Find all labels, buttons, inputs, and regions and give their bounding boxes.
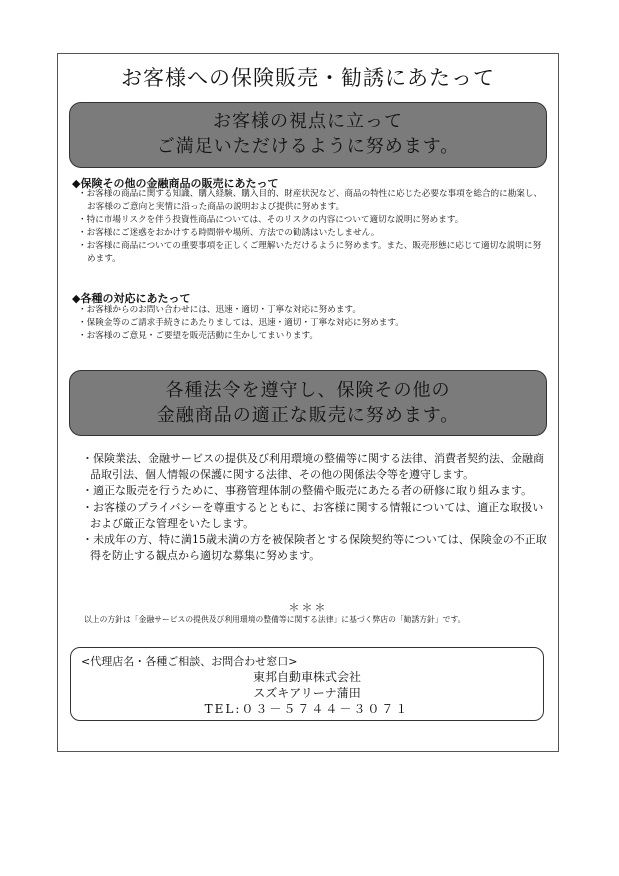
banner-line: 各種法令を遵守し、保険その他の — [165, 380, 451, 401]
list-item: ・保険金等のご請求手続きにあたりましては、迅速・適切・丁寧な対応に努めます。 — [78, 318, 404, 328]
banner-line: ご満足いただけるように努めます。 — [156, 136, 460, 157]
document-frame — [57, 53, 559, 752]
list-item: ・お客様のプライバシーを尊重するとともに、お客様に関する情報については、適正な取扱いおよび厳正な管理をいたします。 — [82, 500, 544, 530]
response-bullet-list — [78, 304, 548, 343]
list-item: ・保険業法、金融サービスの提供及び利用環境の整備等に関する法律、消費者契約法、金融商品取引法、個人情報の保護に関する法律、その他の関係法令等を遵守します。 — [82, 452, 544, 482]
list-item: ・お客様の商品に関する知識、購入経験、購入目的、財産状況など、商品の特性に応じた必要な事項を総合的に勘案し、お客様のご意向と実情に沿った商品の説明および提供に努めます。 — [78, 189, 543, 212]
contact-box — [70, 647, 544, 721]
banner-line: お客様の視点に立って — [213, 111, 403, 132]
banner-line: 金融商品の適正な販売に努めます。 — [156, 405, 460, 426]
list-item: ・お客様のご意見・ご要望を販売活動に生かしてまいります。 — [78, 331, 318, 341]
banner-compliance — [69, 370, 547, 436]
policy-note: 以上の方針は「金融サービスの提供及び利用環境の整備等に関する法律」に基づく弊店の「勧誘方針」です。 — [84, 615, 466, 624]
section-heading-sales: ◆保険その他の金融商品の販売にあたって — [72, 177, 279, 190]
banner-customer-viewpoint — [69, 102, 547, 168]
company-name: 東邦自動車株式会社 — [252, 670, 361, 684]
list-item: ・未成年の方、特に満15歳未満の方を被保険者とする保険契約等については、保険金の不正取得を防止する観点から適切な募集に努めます。 — [82, 533, 547, 563]
list-item: ・適正な販売を行うために、事務管理体制の整備や販売にあたる者の研修に取り組みます。 — [82, 484, 533, 498]
phone-number: TEL:０３－５７４４－３０７１ — [204, 702, 410, 716]
contact-heading: <代理店名・各種ご相談、お問合わせ窓口> — [81, 655, 298, 668]
list-item: ・お客様に商品についての重要事項を正しくご理解いただけるように努めます。また、販売形態に応じて適切な説明に努めます。 — [78, 241, 542, 264]
separator-stars: ＊＊＊ — [288, 601, 328, 614]
compliance-bullet-list — [82, 451, 552, 564]
list-item: ・お客様からのお問い合わせには、迅速・適切・丁寧な対応に努めます。 — [78, 305, 361, 315]
list-item: ・特に市場リスクを伴う投資性商品については、そのリスクの内容について適切な説明に努めます。 — [78, 215, 464, 225]
section-heading-response: ◆各種の対応にあたって — [72, 292, 191, 305]
list-item: ・お客様にご迷惑をおかけする時間帯や場所、方法での勧誘はいたしません。 — [78, 228, 380, 238]
sales-bullet-list — [78, 188, 548, 266]
page-title: お客様への保険販売・勧誘にあたって — [121, 66, 495, 90]
branch-name: スズキアリーナ蒲田 — [253, 686, 361, 700]
